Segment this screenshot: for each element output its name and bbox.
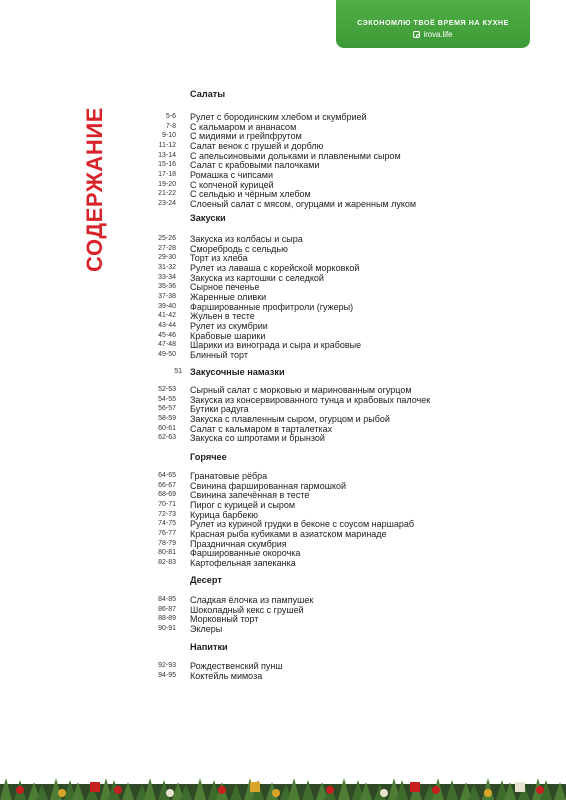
section-title-text: Закуски: [190, 213, 226, 223]
toc-item[interactable]: [0, 510, 566, 520]
toc-item-page: 90-91: [158, 624, 176, 632]
toc-item-page: 23-24: [158, 199, 176, 207]
toc-item[interactable]: [0, 671, 566, 681]
toc-item-title: Свинина запечённая в тесте: [190, 490, 310, 501]
toc-item-page: 66-67: [158, 481, 176, 489]
toc-item[interactable]: [0, 404, 566, 414]
toc-item[interactable]: [0, 385, 566, 395]
toc-item-page: 11-12: [158, 141, 176, 149]
toc-item[interactable]: [0, 311, 566, 321]
toc-item-page: 52-53: [158, 386, 176, 393]
toc-item[interactable]: [0, 500, 566, 510]
section-title[interactable]: [190, 452, 227, 462]
toc-item-title: Салат с крабовыми палочками: [190, 160, 320, 171]
toc-item-title: С сельдью и чёрным хлебом: [190, 189, 311, 200]
toc-item[interactable]: [0, 414, 566, 424]
toc-item-title: Закуска со шпротами и брынзой: [190, 433, 325, 444]
section-title[interactable]: [174, 367, 285, 377]
toc-item-title: Шарики из винограда и сыра и крабовые: [190, 340, 362, 351]
toc-item[interactable]: [0, 160, 566, 170]
toc-item-title: Сырное печенье: [190, 282, 260, 293]
toc-item-page: 84-85: [158, 596, 176, 603]
ornament-ball: [166, 789, 174, 797]
toc-item[interactable]: [0, 282, 566, 292]
toc-item-title: Слоеный салат с мясом, огурцами и жаренным луком: [190, 198, 417, 209]
toc-item[interactable]: [0, 558, 566, 568]
toc-item-page: 56-57: [158, 405, 176, 413]
ornament-ball: [380, 789, 388, 797]
toc-item[interactable]: [0, 519, 566, 529]
toc-item[interactable]: [0, 199, 566, 209]
toc-item-title: Сладкая ёлочка из пампушек: [190, 595, 314, 605]
toc-item[interactable]: [0, 424, 566, 434]
ornament-ball: [218, 786, 226, 794]
toc-item-page: 80-81: [158, 549, 176, 557]
toc-item[interactable]: [0, 151, 566, 161]
toc-item-title: Морковный торт: [190, 614, 259, 625]
toc-item[interactable]: [0, 331, 566, 341]
page-title: СОДЕРЖАНИЕ: [82, 106, 107, 272]
toc-item[interactable]: [0, 529, 566, 539]
toc-item[interactable]: [0, 180, 566, 190]
toc-item-title: Коктейль мимоза: [190, 670, 263, 681]
toc-item-title: Закуска из колбасы и сыра: [190, 234, 303, 244]
toc-item[interactable]: [0, 548, 566, 558]
toc-item-title: Сырный салат с морковью и маринованным огурцом: [190, 385, 412, 395]
section-title[interactable]: [190, 642, 228, 652]
toc-item-page: 70-71: [158, 500, 176, 508]
toc-item-title: Фаршированные окорочка: [190, 548, 301, 559]
toc-item-page: 31-32: [158, 263, 176, 271]
toc-item-page: 92-93: [158, 662, 176, 669]
toc-item-title: Закуска с плавленным сыром, огурцом и рыбой: [190, 413, 390, 424]
toc-item-page: 62-63: [158, 434, 176, 442]
toc-item[interactable]: [0, 253, 566, 263]
section-page-number: 51: [174, 368, 182, 375]
banner-site[interactable]: [336, 30, 530, 39]
ornament-ball: [272, 789, 280, 797]
toc-item-page: 39-40: [158, 302, 176, 310]
toc-item-page: 86-87: [158, 605, 176, 613]
toc-item-page: 35-36: [158, 283, 176, 291]
toc-item-page: 29-30: [158, 254, 176, 262]
toc-item-title: Гранатовые рёбра: [190, 471, 268, 481]
toc-item-title: С апельсиновыми дольками и плавлеными сыром: [190, 150, 401, 161]
toc-item-title: Блинный торт: [190, 349, 248, 360]
toc-item-title: С копченой курицей: [190, 179, 274, 190]
ornament-ball: [58, 789, 66, 797]
toc-item-page: 94-95: [158, 671, 176, 679]
toc-item-page: 21-22: [158, 190, 176, 198]
toc-item-title: Салат венок с грушей и дорблю: [190, 140, 324, 151]
toc-item[interactable]: [0, 481, 566, 491]
toc-item[interactable]: [0, 350, 566, 360]
toc-item[interactable]: [0, 395, 566, 405]
toc-item-title: Бутики радуга: [190, 404, 249, 415]
toc-item[interactable]: [0, 490, 566, 500]
toc-item-title: Свинина фаршированная гармошкой: [190, 480, 347, 491]
toc-item-title: С кальмаром и ананасом: [190, 121, 297, 132]
toc-item-title: Фаршированные профитроли (гужеры): [190, 301, 354, 312]
toc-item-title: Торт из хлеба: [190, 253, 248, 264]
toc-item-page: 72-73: [158, 510, 176, 518]
toc-item-title: Жаренные оливки: [190, 291, 267, 302]
toc-item-title: Красная рыба кубиками в азиатском маринаде: [190, 528, 387, 539]
toc-item-page: 49-50: [158, 350, 176, 358]
section-title-text: Салаты: [190, 89, 226, 99]
instagram-icon: [413, 31, 420, 38]
toc-item-title: Жульен в тесте: [190, 311, 255, 322]
toc-item-title: Закуска из картошки с селедкой: [190, 272, 324, 283]
ornament-ball: [16, 786, 24, 794]
section-title-text: Закусочные намазки: [190, 367, 285, 377]
toc-item-page: 45-46: [158, 331, 176, 339]
toc-item-title: Картофельная запеканка: [190, 557, 296, 568]
toc-item[interactable]: [0, 624, 566, 634]
ornament-ball: [326, 786, 334, 794]
toc-item[interactable]: [0, 170, 566, 180]
section-title-text: Горячее: [190, 452, 227, 462]
toc-item[interactable]: [0, 263, 566, 273]
ornament-ball: [114, 786, 122, 794]
toc-item-title: Рулет с бородинским хлебом и скумбрией: [190, 112, 367, 122]
gift-box: [90, 782, 100, 792]
toc-item-title: Закуска из консервированного тунца и крабовых палочек: [190, 394, 431, 405]
toc-item-page: 68-69: [158, 491, 176, 499]
toc-item-page: 47-48: [158, 341, 176, 349]
section-title-text: Напитки: [190, 642, 228, 652]
ornament-ball: [484, 789, 492, 797]
header-banner: [336, 0, 530, 48]
toc-item-title: С мидиями и грейпфрутом: [190, 131, 302, 142]
toc-item-page: 82-83: [158, 558, 176, 566]
toc-item[interactable]: [0, 112, 566, 122]
section-title[interactable]: [190, 89, 225, 99]
toc-item[interactable]: [0, 141, 566, 151]
toc-item[interactable]: [0, 605, 566, 615]
section-title-text: Десерт: [190, 575, 222, 585]
toc-item-page: 41-42: [158, 312, 176, 320]
ornament-ball: [432, 786, 440, 794]
toc-item[interactable]: [0, 433, 566, 443]
toc-item-page: 5-6: [165, 113, 176, 120]
toc-item-page: 13-14: [158, 151, 176, 159]
toc-item[interactable]: [0, 539, 566, 549]
gift-box: [515, 782, 525, 792]
toc-item[interactable]: [0, 614, 566, 624]
toc-item[interactable]: [0, 661, 566, 671]
toc-item-title: Курица барбекю: [190, 509, 259, 520]
toc-item-page: 33-34: [158, 273, 176, 281]
toc-item-page: 78-79: [158, 539, 176, 547]
toc-item-title: Салат с кальмаром в тарталетках: [190, 423, 333, 434]
toc-item-page: 54-55: [158, 395, 176, 403]
toc-item-title: Рулет из куриной грудки в беконе с соусом наршараб: [190, 519, 415, 530]
banner-site-text: irova.life: [423, 30, 453, 39]
toc-item-title: Сморебродь с сельдью: [190, 243, 288, 254]
toc-item-page: 15-16: [158, 161, 176, 169]
toc-item-page: 17-18: [158, 170, 176, 178]
toc-item-page: 7-8: [165, 122, 176, 130]
toc-item-page: 60-61: [158, 424, 176, 432]
section-title[interactable]: [190, 575, 222, 585]
toc-item[interactable]: [0, 471, 566, 481]
toc-item-page: 76-77: [158, 529, 176, 537]
toc-item[interactable]: [0, 189, 566, 199]
gift-box: [250, 782, 260, 792]
toc-item-title: Рулет из лаваша с корейской морковкой: [190, 262, 360, 273]
toc-item-title: Шоколадный кекс с грушей: [190, 604, 304, 615]
toc-item-page: 9-10: [161, 132, 176, 140]
ornament-ball: [536, 786, 544, 794]
toc-item[interactable]: [0, 131, 566, 141]
toc-item-page: 64-65: [158, 472, 176, 479]
toc-item-page: 58-59: [158, 414, 176, 422]
toc-item[interactable]: [0, 273, 566, 283]
toc-item-title: Эклеры: [190, 623, 223, 634]
toc-item-title: Праздничная скумбрия: [190, 538, 287, 549]
toc-item[interactable]: [0, 321, 566, 331]
toc-item[interactable]: [0, 292, 566, 302]
toc-item[interactable]: [0, 244, 566, 254]
section-title[interactable]: [190, 213, 226, 223]
toc-item-page: 25-26: [158, 235, 176, 242]
christmas-garland: [0, 770, 566, 800]
toc-item-page: 74-75: [158, 520, 176, 528]
banner-tagline: СЭКОНОМЛЮ ТВОЁ ВРЕМЯ НА КУХНЕ: [357, 18, 509, 27]
toc-item-title: Пирог с курицей и сыром: [190, 499, 296, 510]
toc-item-title: Крабовые шарики: [190, 330, 266, 341]
toc-item[interactable]: [0, 595, 566, 605]
toc-item-page: 88-89: [158, 615, 176, 623]
toc-item[interactable]: [0, 340, 566, 350]
toc-item-title: Рождественский пунш: [190, 661, 283, 671]
toc-item-page: 37-38: [158, 292, 176, 300]
toc-item-title: Рулет из скумбрии: [190, 320, 268, 331]
toc-item[interactable]: [0, 234, 566, 244]
toc-item-page: 19-20: [158, 180, 176, 188]
toc-item-title: Ромашка с чипсами: [190, 169, 273, 180]
gift-box: [410, 782, 420, 792]
toc-item[interactable]: [0, 302, 566, 312]
toc-item[interactable]: [0, 122, 566, 132]
toc-item-page: 27-28: [158, 244, 176, 252]
toc-item-page: 43-44: [158, 321, 176, 329]
